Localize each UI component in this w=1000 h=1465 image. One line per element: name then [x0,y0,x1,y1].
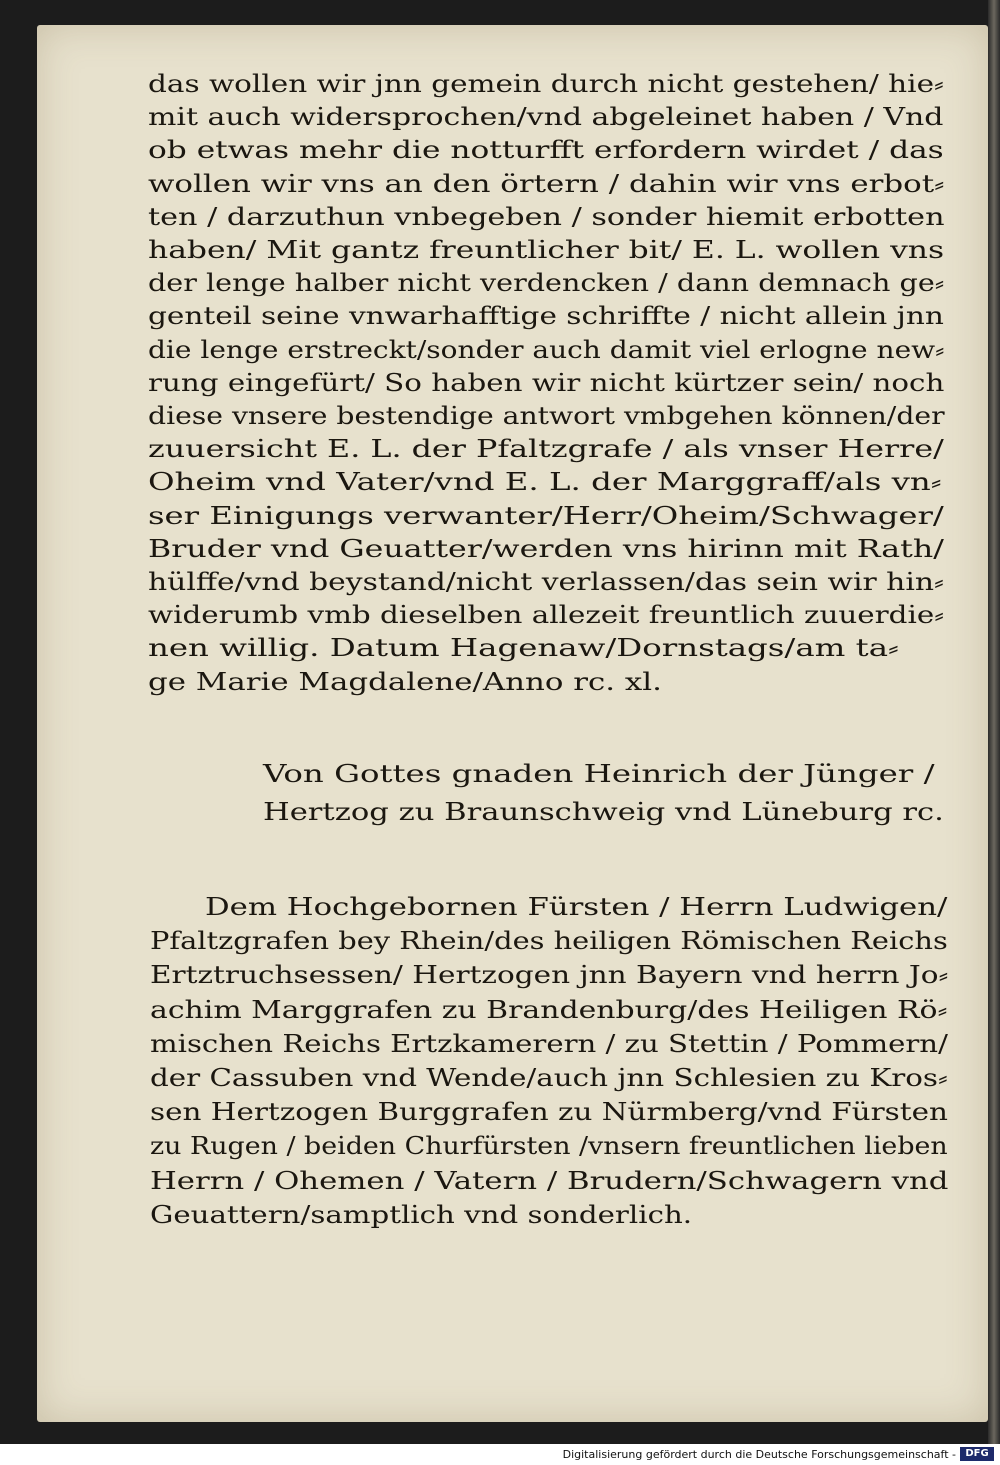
dfg-logo: DFG [960,1447,994,1461]
text-line: diese vnsere bestendige antwort vmbgehen können/der [148,402,945,430]
text-line: die lenge erstreckt/sonder auch damit viel erlogne new⸗ [148,335,945,364]
text-line: der lenge halber nicht verdencken / dann demnach ge⸗ [148,269,945,298]
text-line: haben/ Mit gantz freuntlicher bit/ E. L. wollen vns [148,236,945,264]
signature-line: Hertzog zu Braunschweig vnd Lüneburg rc. [263,798,944,826]
text-line: Oheim vnd Vater/vnd E. L. der Marggraff/als vn⸗ [148,468,942,497]
address-line: Pfaltzgrafen bey Rhein/des heiligen Römischen Reichs [150,927,948,956]
address-line: achim Marggrafen zu Brandenburg/des Heiligen Rö⸗ [150,995,948,1024]
text-line: mit auch widersprochen/vnd abgeleinet haben / Vnd [148,103,944,132]
address-line: mischen Reichs Ertzkamerern / zu Stettin / Pommern/ [150,1029,948,1058]
address-line: sen Hertzogen Burggrafen zu Nürmberg/vnd Fürsten [150,1098,948,1127]
text-line: ob etwas mehr die notturfft erfordern wirdet / das [148,136,944,165]
address-line: Ertztruchsessen/ Hertzogen jnn Bayern vnd herrn Jo⸗ [150,961,949,990]
address-line: zu Rugen / beiden Churfürsten /vnsern freuntlichen lieben [150,1132,948,1161]
text-line: Bruder vnd Geuatter/werden vns hirinn mit Rath/ [148,534,944,563]
text-line: ser Einigungs verwanter/Herr/Oheim/Schwager/ [148,501,944,530]
text-line: das wollen wir jnn gemein durch nicht gestehen/ hie⸗ [148,70,944,98]
text-line: rung eingefürt/ So haben wir nicht kürtzer sein/ noch [148,368,945,397]
address-line: Herrn / Ohemen / Vatern / Brudern/Schwagern vnd [150,1166,949,1195]
funding-note: Digitalisierung gefördert durch die Deutsche Forschungsgemeinschaft - [562,1448,956,1461]
footer-bar [0,1444,1000,1465]
text-line: genteil seine vnwarhafftige schriffte / nicht allein jnn [148,302,944,331]
signature-line: Von Gottes gnaden Heinrich der Jünger / [263,760,935,788]
text-line: ge Marie Magdalene/Anno rc. xl. [148,667,662,696]
address-line: Geuattern/samptlich vnd sonderlich. [150,1200,693,1229]
text-line: nen willig. Datum Hagenaw/Dornstags/am ta⸗ [148,634,899,663]
text-line: widerumb vmb dieselben allezeit freuntlich zuuerdie⸗ [148,601,944,630]
address-line: der Cassuben vnd Wende/auch jnn Schlesien zu Kros⸗ [150,1064,948,1092]
binding-edge [988,0,1000,1444]
address-line: Dem Hochgebornen Fürsten / Herrn Ludwigen/ [205,893,948,921]
text-line: ten / darzuthun vnbegeben / sonder hiemit erbotten [148,202,945,231]
text-line: hülffe/vnd beystand/nicht verlassen/das sein wir hin⸗ [148,568,944,596]
text-line: zuuersicht E. L. der Pfaltzgrafe / als vnser Herre/ [148,435,944,464]
text-line: wollen wir vns an den örtern / dahin wir vns erbot⸗ [148,169,945,198]
